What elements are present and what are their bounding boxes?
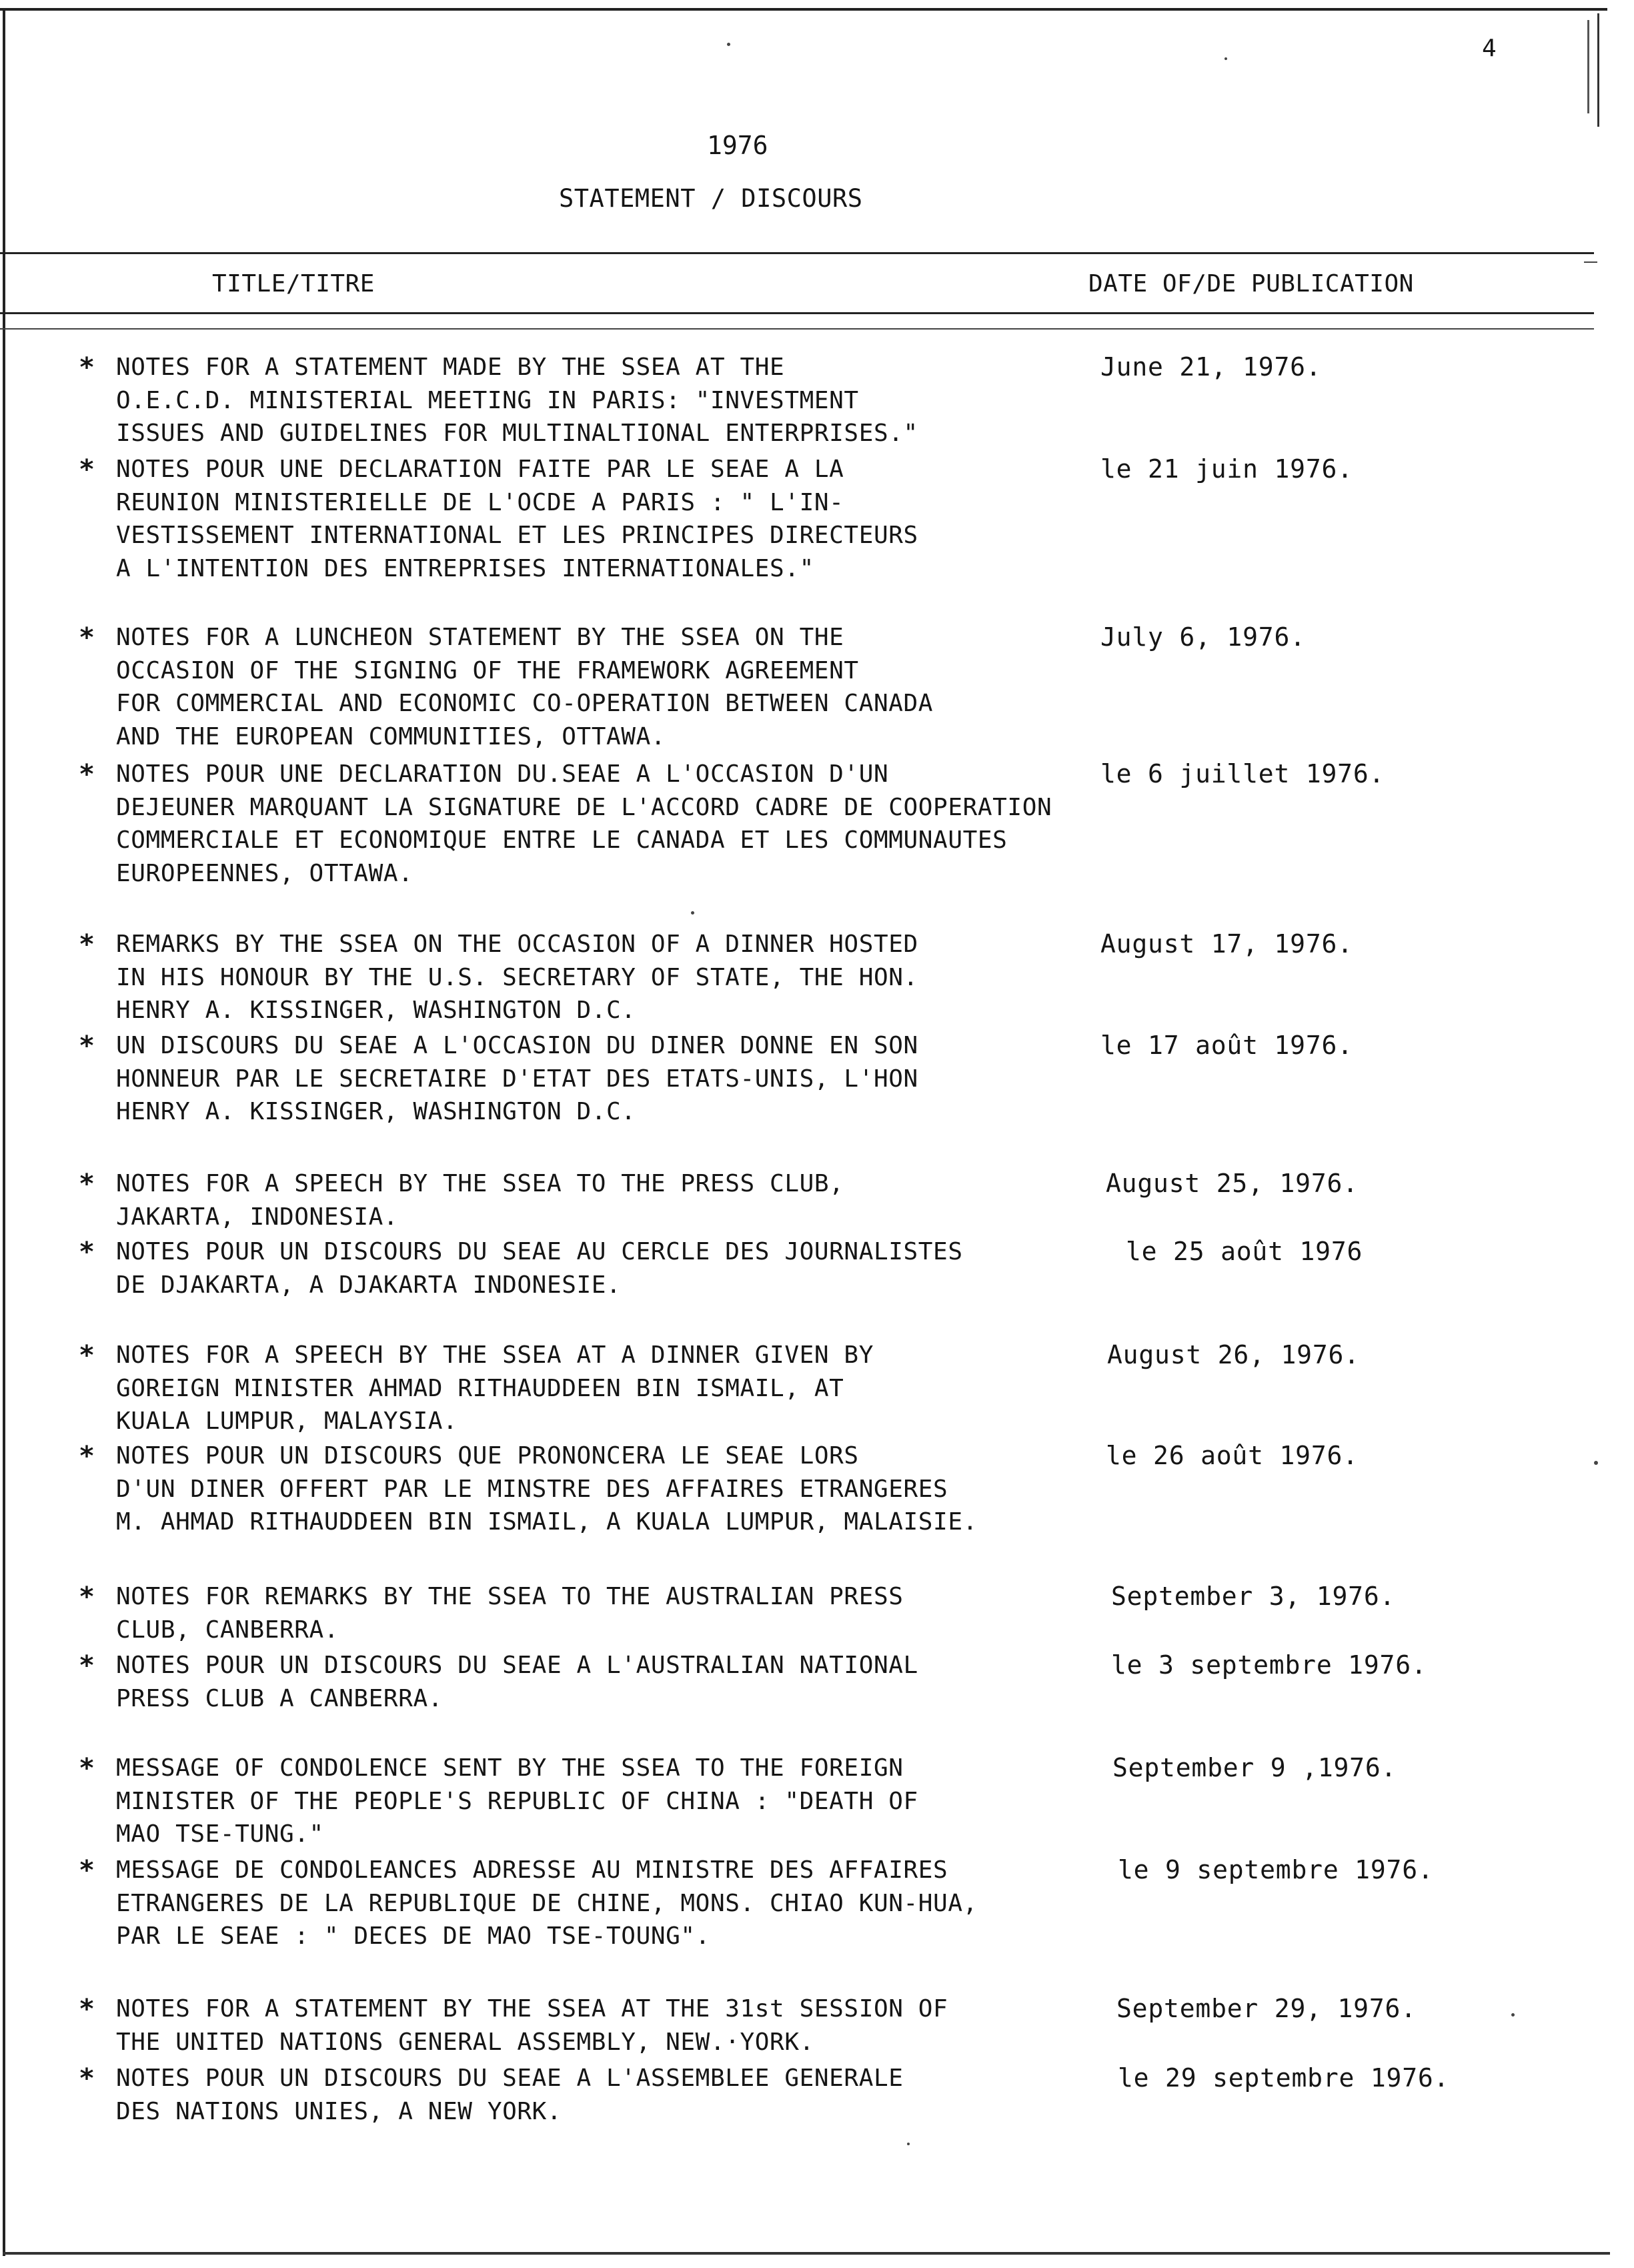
- scan-speck: [1224, 57, 1227, 60]
- bullet-asterisk-icon: *: [79, 1582, 95, 1612]
- bullet-asterisk-icon: *: [79, 1994, 95, 2025]
- entry-date: le 6 juillet 1976.: [1100, 759, 1385, 788]
- scan-speck: [1511, 2013, 1515, 2017]
- entry-date: le 25 août 1976: [1126, 1237, 1363, 1266]
- entry-title: NOTES POUR UN DISCOURS DU SEAE A L'AUSTRALIAN NATIONAL PRESS CLUB A CANBERRA.: [116, 1652, 918, 1712]
- page-border-right: [1587, 20, 1589, 113]
- document-year: 1976: [707, 131, 768, 160]
- scan-speck: [907, 2143, 910, 2145]
- entry-title: NOTES FOR A SPEECH BY THE SSEA AT A DINNER GIVEN BY GOREIGN MINISTER AHMAD RITHAUDDEEN BIN ISMAIL, AT KUALA LUMPUR, MALAYSIA.: [116, 1341, 874, 1435]
- entry-date: le 21 juin 1976.: [1100, 454, 1353, 484]
- entry-date: September 3, 1976.: [1111, 1582, 1396, 1611]
- divider-top-fragment: [1584, 261, 1597, 263]
- page-border-right-outer: [1597, 13, 1599, 127]
- bullet-asterisk-icon: *: [79, 1753, 95, 1784]
- entry-title: NOTES FOR A STATEMENT BY THE SSEA AT THE 31st SESSION OF THE UNITED NATIONS GENERAL ASSEMBLY, NEW.·YORK.: [116, 1995, 948, 2056]
- entry-title: UN DISCOURS DU SEAE A L'OCCASION DU DINER DONNE EN SON HONNEUR PAR LE SECRETAIRE D'ETAT DES ETATS-UNIS, L'HON HENRY A. KISSINGER, WASHINGTON D.C.: [116, 1032, 918, 1125]
- entry-title: NOTES FOR A SPEECH BY THE SSEA TO THE PRESS CLUB, JAKARTA, INDONESIA.: [116, 1170, 844, 1231]
- column-header-title: TITLE/TITRE: [212, 270, 375, 298]
- bullet-asterisk-icon: *: [79, 1237, 95, 1267]
- entry-date: le 26 août 1976.: [1106, 1441, 1359, 1470]
- scan-speck: [691, 911, 694, 915]
- bullet-asterisk-icon: *: [79, 1650, 95, 1681]
- bullet-asterisk-icon: *: [79, 1031, 95, 1061]
- page-border-top: [0, 8, 1607, 11]
- column-header-date: DATE OF/DE PUBLICATION: [1088, 270, 1414, 298]
- entry-date: le 17 août 1976.: [1100, 1031, 1353, 1060]
- entry-date: le 3 septembre 1976.: [1111, 1650, 1427, 1680]
- bullet-asterisk-icon: *: [79, 1169, 95, 1199]
- entry-title: NOTES FOR A LUNCHEON STATEMENT BY THE SSEA ON THE OCCASION OF THE SIGNING OF THE FRAMEWORK AGREEMENT FOR COMMERCIAL AND ECONOMIC CO-OPERATION BETWEEN CANADA AND THE EUROPEAN COMMUNITIES, OTTAWA.: [116, 624, 934, 750]
- bullet-asterisk-icon: *: [79, 2063, 95, 2094]
- entry-date: September 29, 1976.: [1116, 1994, 1417, 2023]
- entry-date: September 9 ,1976.: [1112, 1753, 1397, 1782]
- entry-title: NOTES POUR UNE DECLARATION DU.SEAE A L'OCCASION D'UN DEJEUNER MARQUANT LA SIGNATURE DE L'ACCORD CADRE DE COOPERATION COMMERCIALE ET ECONOMIQUE ENTRE LE CANADA ET LES COMMUNAUTES EUROPEENNES, OTTAWA.: [116, 760, 1052, 887]
- scan-speck: [1594, 1461, 1598, 1465]
- page-border-bottom: [3, 2252, 1610, 2255]
- divider-header: [0, 312, 1594, 314]
- bullet-asterisk-icon: *: [79, 929, 95, 960]
- scan-speck: [727, 43, 730, 46]
- entry-title: NOTES FOR A STATEMENT MADE BY THE SSEA AT THE O.E.C.D. MINISTERIAL MEETING IN PARIS: "INVESTMENT ISSUES AND GUIDELINES FOR MULTINALTIONAL ENTERPRISES.": [116, 354, 918, 447]
- entry-date: July 6, 1976.: [1100, 622, 1306, 652]
- entry-date: le 9 septembre 1976.: [1118, 1855, 1434, 1884]
- bullet-asterisk-icon: *: [79, 454, 95, 485]
- entry-date: August 25, 1976.: [1106, 1169, 1359, 1198]
- divider-header-lower: [0, 328, 1594, 330]
- bullet-asterisk-icon: *: [79, 759, 95, 790]
- page-border-left: [3, 8, 5, 2256]
- page-number: 4: [1482, 35, 1497, 62]
- entry-title: REMARKS BY THE SSEA ON THE OCCASION OF A DINNER HOSTED IN HIS HONOUR BY THE U.S. SECRETARY OF STATE, THE HON. HENRY A. KISSINGER, WASHINGTON D.C.: [116, 931, 918, 1024]
- entry-date: le 29 septembre 1976.: [1118, 2063, 1450, 2093]
- bullet-asterisk-icon: *: [79, 1340, 95, 1371]
- document-heading: STATEMENT / DISCOURS: [559, 184, 863, 213]
- entry-date: August 17, 1976.: [1100, 929, 1353, 959]
- bullet-asterisk-icon: *: [79, 622, 95, 653]
- bullet-asterisk-icon: *: [79, 352, 95, 383]
- entry-title: NOTES POUR UN DISCOURS DU SEAE A L'ASSEMBLEE GENERALE DES NATIONS UNIES, A NEW YORK.: [116, 2065, 904, 2125]
- entry-title: MESSAGE DE CONDOLEANCES ADRESSE AU MINISTRE DES AFFAIRES ETRANGERES DE LA REPUBLIQUE DE CHINE, MONS. CHIAO KUN-HUA, PAR LE SEAE : " DECES DE MAO TSE-TOUNG".: [116, 1856, 978, 1950]
- bullet-asterisk-icon: *: [79, 1855, 95, 1886]
- entry-title: NOTES FOR REMARKS BY THE SSEA TO THE AUSTRALIAN PRESS CLUB, CANBERRA.: [116, 1583, 904, 1644]
- entry-date: August 26, 1976.: [1107, 1340, 1360, 1369]
- bullet-asterisk-icon: *: [79, 1441, 95, 1472]
- entry-title: NOTES POUR UN DISCOURS QUE PRONONCERA LE SEAE LORS D'UN DINER OFFERT PAR LE MINSTRE DES AFFAIRES ETRANGERES M. AHMAD RITHAUDDEEN BIN ISMAIL, A KUALA LUMPUR, MALAISIE.: [116, 1442, 978, 1536]
- entry-title: MESSAGE OF CONDOLENCE SENT BY THE SSEA TO THE FOREIGN MINISTER OF THE PEOPLE'S REPUBLIC OF CHINA : "DEATH OF MAO TSE-TUNG.": [116, 1754, 918, 1848]
- entry-title: NOTES POUR UN DISCOURS DU SEAE AU CERCLE DES JOURNALISTES DE DJAKARTA, A DJAKARTA INDONESIE.: [116, 1238, 963, 1299]
- entry-title: NOTES POUR UNE DECLARATION FAITE PAR LE SEAE A LA REUNION MINISTERIELLE DE L'OCDE A PARIS : " L'IN- VESTISSEMENT INTERNATIONAL ET LES PRINCIPES DIRECTEURS A L'INTENTION DES ENTREPRISES INTERNATIONALES.": [116, 456, 918, 582]
- entry-date: June 21, 1976.: [1100, 352, 1322, 382]
- divider-top: [0, 252, 1594, 254]
